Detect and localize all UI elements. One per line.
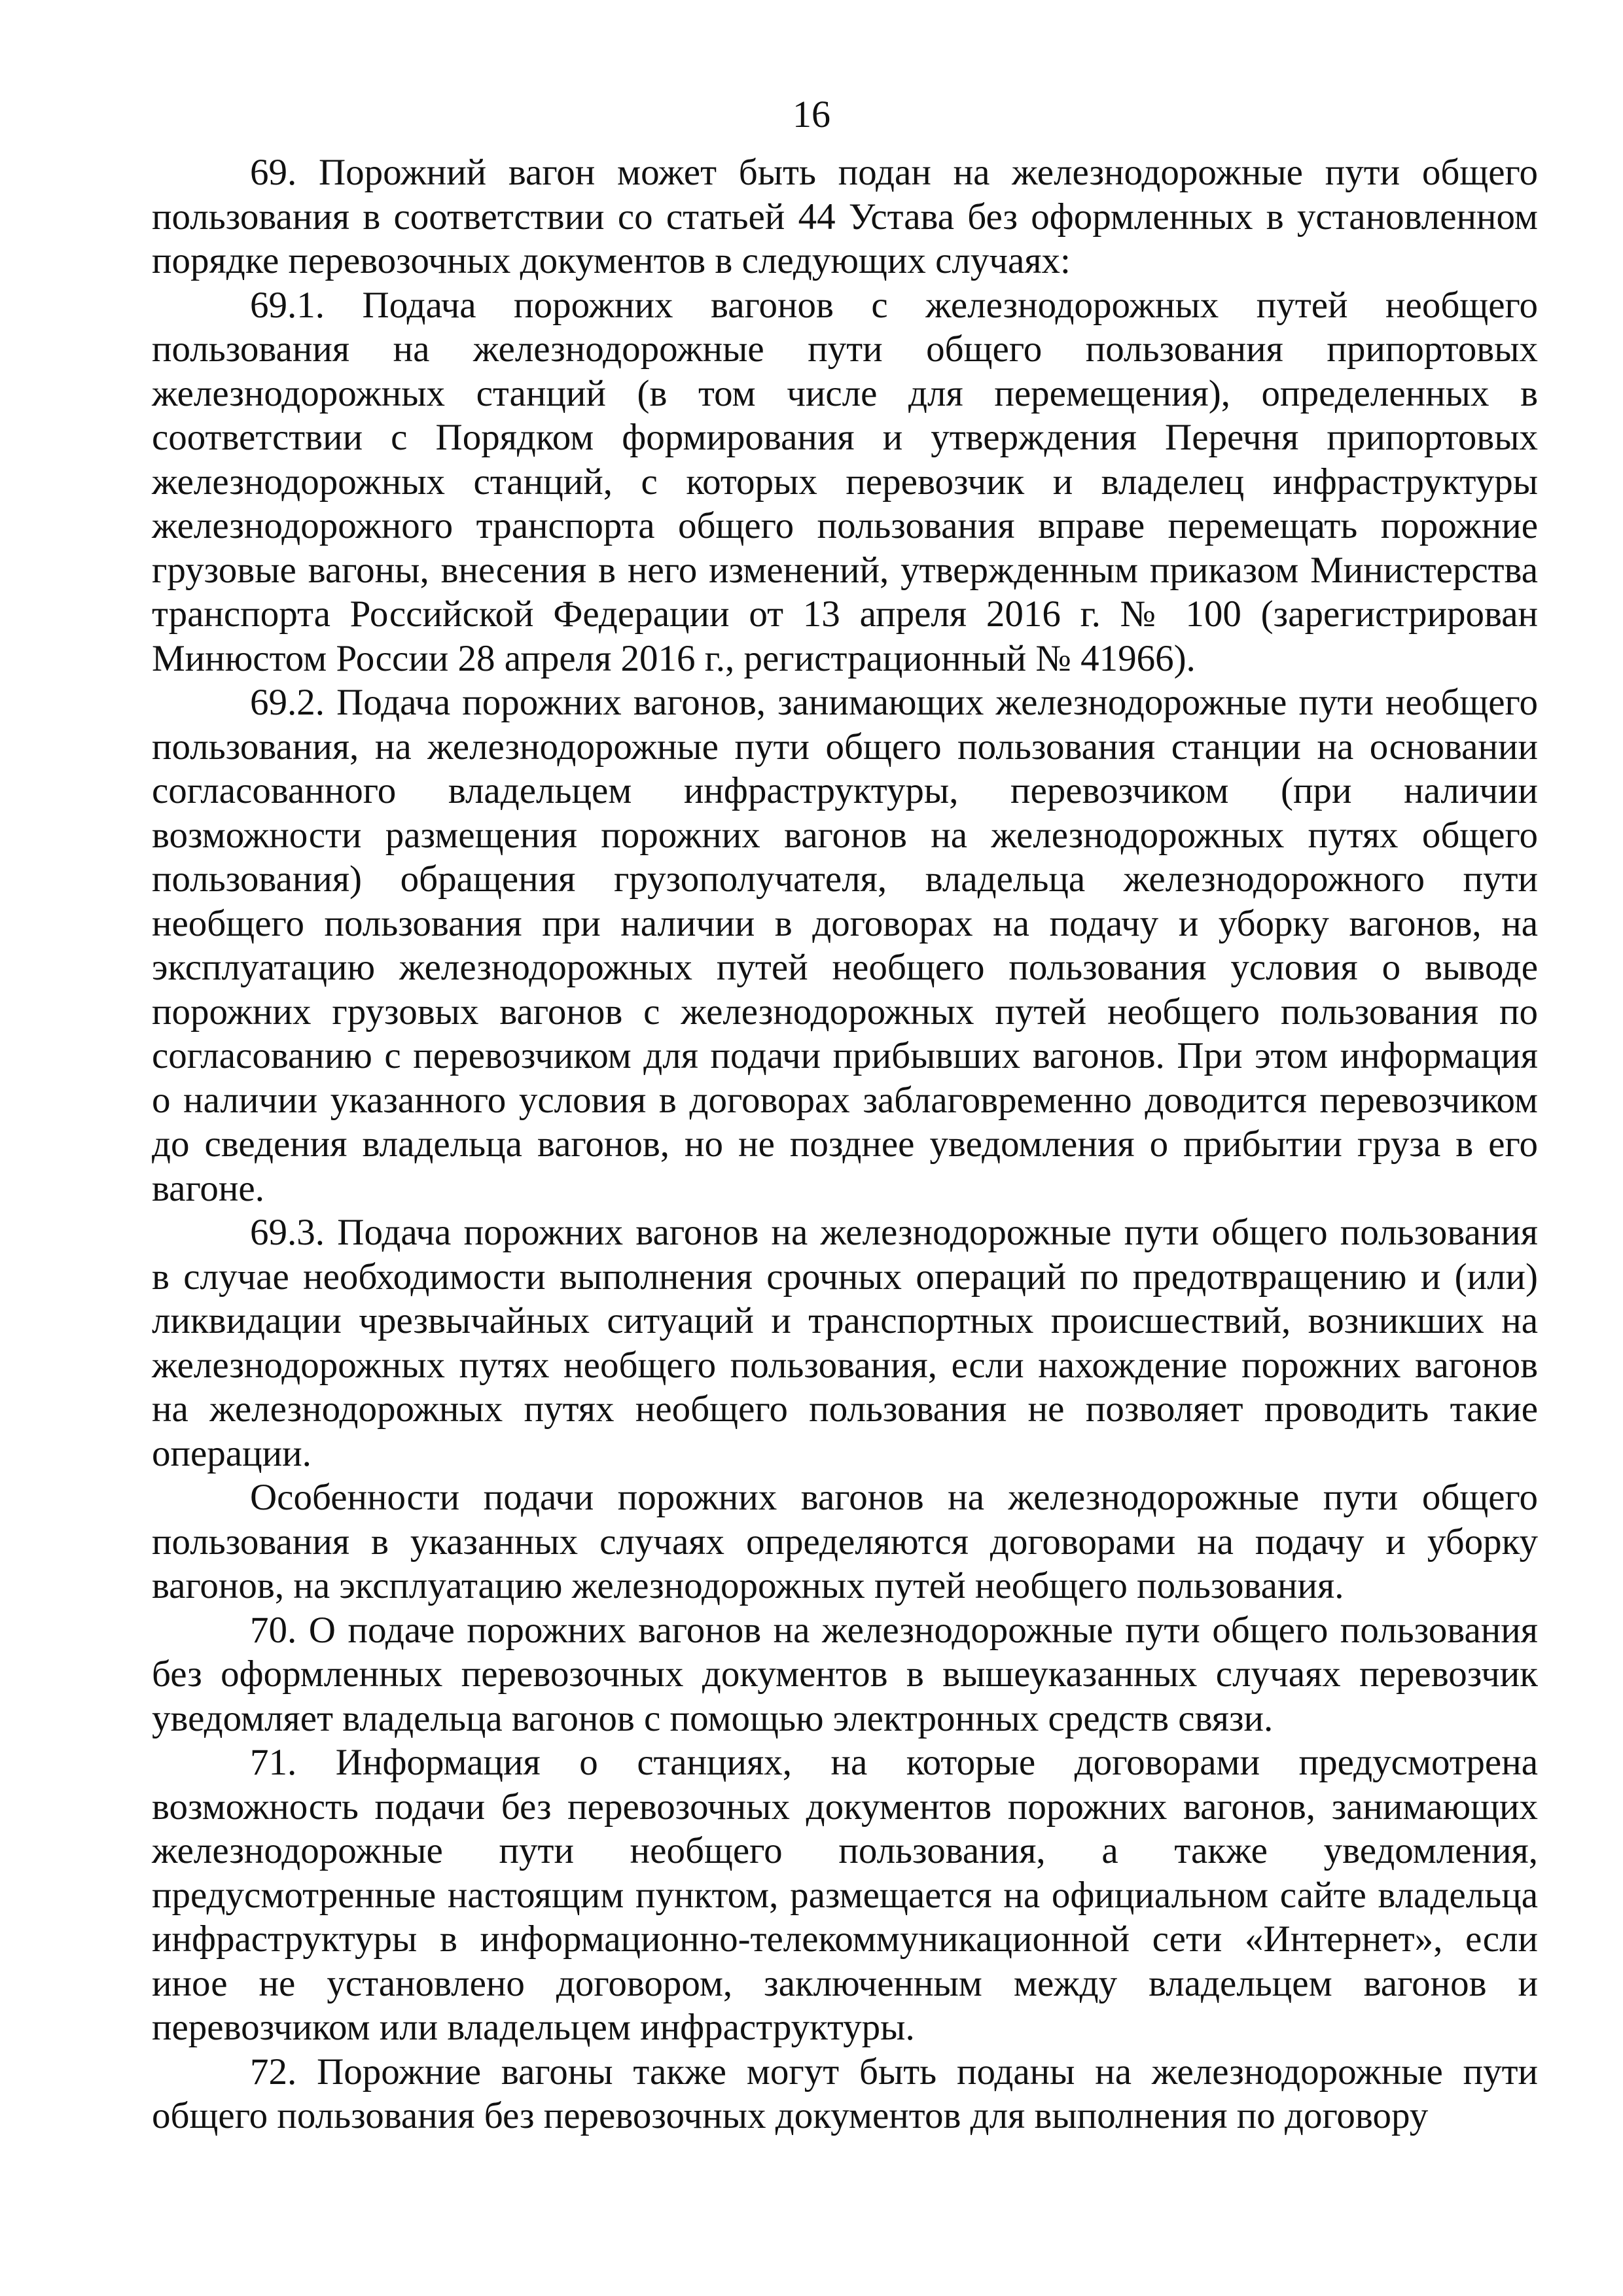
paragraph-69: 69. Порожний вагон может быть подан на железнодорожные пути общего пользования в соответствии со статьей 44 Устава без оформленных в установленном порядке перевозочных документов в следующих случаях: [152, 152, 1538, 281]
page-number: 16 [793, 93, 830, 135]
paragraph-69-3: 69.3. Подача порожних вагонов на железнодорожные пути общего пользования в случае необходимости выполнения срочных операций по предотвращению и (или) ликвидации чрезвычайных ситуаций и транспортных происшествий, возникших на железнодорожных путях необщего пользования, если нахождение порожних вагонов на железнодорожных путях необщего пользования не позволяет проводить такие операции. [152, 1212, 1538, 1474]
paragraph-70: 70. О подаче порожних вагонов на железнодорожные пути общего пользования без оформленных перевозочных документов в вышеуказанных случаях перевозчик уведомляет владельца вагонов с помощью электронных средств связи. [152, 1609, 1538, 1739]
paragraph-69-2: 69.2. Подача порожних вагонов, занимающих железнодорожные пути необщего пользования, на железнодорожные пути общего пользования станции на основании согласованного владельцем инфраструктуры, перевозчиком (при наличии возможности размещения порожних вагонов на железнодорожных путях общего пользования) обращения грузополучателя, владельца железнодорожного пути необщего пользования при наличии в договорах на подачу и уборку вагонов, на эксплуатацию железнодорожных путей необщего пользования условия о выводе порожних грузовых вагонов с железнодорожных путей необщего пользования по согласованию с перевозчиком для подачи прибывших вагонов. При этом информация о наличии указанного условия в договорах заблаговременно доводится перевозчиком до сведения владельца вагонов, но не позднее уведомления о прибытии груза в его вагоне. [152, 682, 1538, 1209]
paragraph-69-1: 69.1. Подача порожних вагонов с железнодорожных путей необщего пользования на железнодорожные пути общего пользования припортовых железнодорожных станций (в том числе для перемещения), определенных в соответствии с Порядком формирования и утверждения Перечня припортовых железнодорожных станций, с которых перевозчик и владелец инфраструктуры железнодорожного транспорта общего пользования вправе перемещать порожние грузовые вагоны, внесения в него изменений, утвержденным приказом Министерства транспорта Российской Федерации от 13 апреля 2016 г. № 100 (зарегистрирован Минюстом России 28 апреля 2016 г., регистрационный № 41966). [152, 284, 1538, 679]
document-body [152, 150, 1538, 2138]
paragraph-71: 71. Информация о станциях, на которые договорами предусмотрена возможность подачи без перевозочных документов порожних вагонов, занимающих железнодорожные пути необщего пользования, а также уведомления, предусмотренные настоящим пунктом, размещается на официальном сайте владельца инфраструктуры в информационно-телекоммуникационной сети «Интернет», если иное не установлено договором, заключенным между владельцем вагонов и перевозчиком или владельцем инфраструктуры. [152, 1742, 1538, 2048]
paragraph-features: Особенности подачи порожних вагонов на железнодорожные пути общего пользования в указанных случаях определяются договорами на подачу и уборку вагонов, на эксплуатацию железнодорожных путей необщего пользования. [152, 1477, 1538, 1606]
paragraph-72: 72. Порожние вагоны также могут быть поданы на железнодорожные пути общего пользования без перевозочных документов для выполнения по договору [152, 2051, 1538, 2136]
